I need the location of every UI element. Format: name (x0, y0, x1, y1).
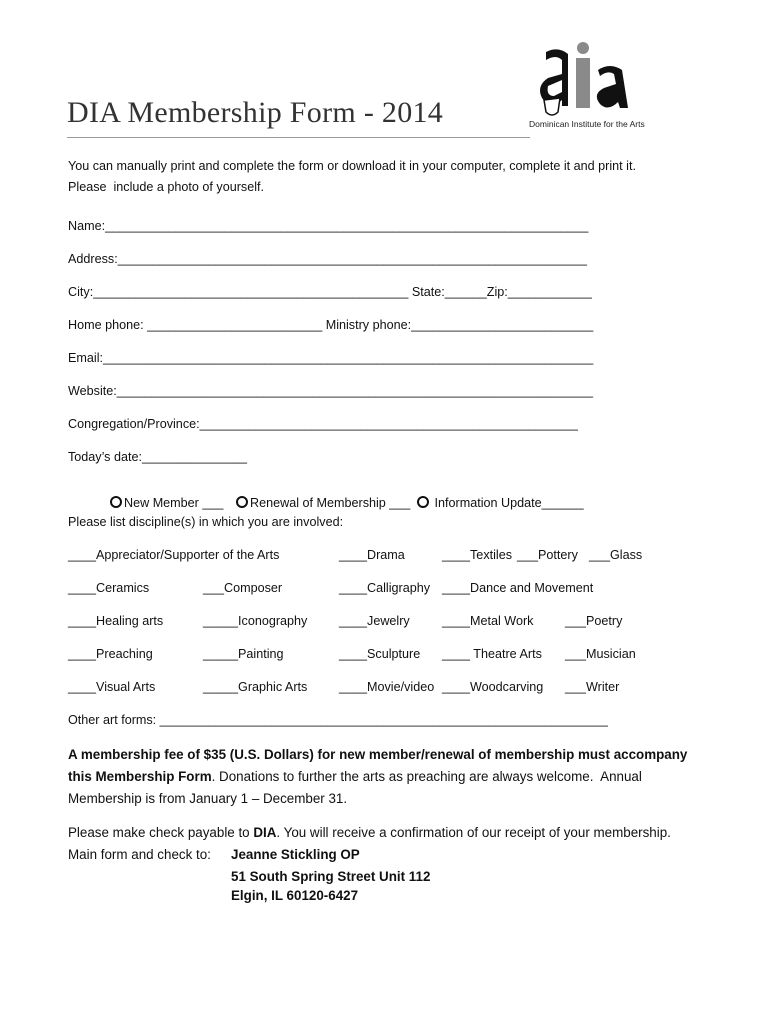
information-update-option[interactable] (410, 482, 584, 510)
renewal-label: Renewal of Membership ___ (250, 496, 411, 510)
discipline-writer[interactable]: ___Writer (565, 680, 620, 694)
discipline-drama[interactable]: ____Drama (339, 548, 405, 562)
information-update-label: Information Update______ (434, 496, 584, 510)
discipline-composer[interactable]: ___Composer (203, 581, 283, 595)
discipline-pottery[interactable]: ___Pottery (517, 548, 578, 562)
discipline-jewelry[interactable]: ____Jewelry (339, 614, 410, 628)
discipline-metal-work[interactable]: ____Metal Work (442, 614, 534, 628)
fee-statement-line-1: A membership fee of $35 (U.S. Dollars) for new member/renewal of membership must accompany (68, 747, 688, 762)
discipline-healing-arts[interactable]: ____Healing arts (68, 614, 164, 628)
discipline-ceramics[interactable]: ____Ceramics (68, 581, 150, 595)
discipline-musician[interactable]: ___Musician (565, 647, 636, 661)
discipline-preaching[interactable]: ____Preaching (68, 647, 153, 661)
discipline-iconography[interactable]: _____Iconography (203, 614, 308, 628)
fee-form-name: this Membership Form (68, 769, 212, 784)
fee-donations-text: . Donations to further the arts as preaching are always welcome. Annual (211, 769, 642, 784)
intro-line-2: Please include a photo of yourself. (68, 180, 265, 194)
radio-circle-icon[interactable] (110, 496, 122, 508)
renewal-option[interactable] (229, 482, 410, 510)
discipline-textiles[interactable]: ____Textiles (442, 548, 513, 562)
payable-to: DIA (253, 825, 277, 840)
mail-city: Elgin, IL 60120-6427 (231, 888, 359, 903)
page-title: DIA Membership Form - 2014 (67, 96, 444, 129)
payable-post: . You will receive a confirmation of our receipt of your membership. (276, 825, 671, 840)
discipline-painting[interactable]: _____Painting (203, 647, 284, 661)
name-field[interactable]: Name:_____________________________________________________________________ (68, 219, 589, 233)
other-art-forms-field[interactable]: Other art forms: ________________________________________________________________ (68, 713, 608, 727)
radio-circle-icon[interactable] (417, 496, 429, 508)
email-field[interactable]: Email:______________________________________________________________________ (68, 351, 594, 365)
payable-pre: Please make check payable to (68, 825, 254, 840)
logo-caption: Dominican Institute for the Arts (529, 119, 645, 129)
address-field[interactable]: Address:___________________________________________________________________ (68, 252, 587, 266)
discipline-woodcarving[interactable]: ____Woodcarving (442, 680, 544, 694)
new-member-label: New Member ___ (124, 496, 224, 510)
discipline-dance[interactable]: ____Dance and Movement (442, 581, 594, 595)
dia-logo-mark (528, 40, 650, 120)
fee-statement-line-2 (68, 766, 642, 788)
mail-street: 51 South Spring Street Unit 112 (231, 869, 431, 884)
discipline-visual-arts[interactable]: ____Visual Arts (68, 680, 156, 694)
title-underline (67, 137, 530, 138)
discipline-movie-video[interactable]: ____Movie/video (339, 680, 435, 694)
mail-label: Main form and check to: (68, 847, 211, 862)
disciplines-prompt: Please list discipline(s) in which you are involved: (68, 515, 344, 529)
discipline-graphic-arts[interactable]: _____Graphic Arts (203, 680, 308, 694)
intro-line-1: You can manually print and complete the form or download it in your computer, complete it and print it. (68, 159, 636, 173)
discipline-theatre-arts[interactable]: ____ Theatre Arts (442, 647, 542, 661)
date-field[interactable]: Today’s date:_______________ (68, 450, 248, 464)
payable-line (68, 822, 671, 844)
phone-fields[interactable]: Home phone: _________________________ Ministry phone:__________________________ (68, 318, 594, 332)
discipline-poetry[interactable]: ___Poetry (565, 614, 623, 628)
membership-period: Membership is from January 1 – December 31. (68, 791, 348, 806)
discipline-appreciator[interactable]: ____Appreciator/Supporter of the Arts (68, 548, 280, 562)
discipline-calligraphy[interactable]: ____Calligraphy (339, 581, 431, 595)
new-member-option[interactable] (103, 482, 223, 510)
website-field[interactable]: Website:____________________________________________________________________ (68, 384, 594, 398)
city-state-zip-field[interactable]: City:_____________________________________________ State:______Zip:____________ (68, 285, 592, 299)
radio-circle-icon[interactable] (236, 496, 248, 508)
discipline-glass[interactable]: ___Glass (589, 548, 643, 562)
discipline-sculpture[interactable]: ____Sculpture (339, 647, 421, 661)
congregation-field[interactable]: Congregation/Province:______________________________________________________ (68, 417, 578, 431)
mail-recipient: Jeanne Stickling OP (231, 847, 360, 862)
